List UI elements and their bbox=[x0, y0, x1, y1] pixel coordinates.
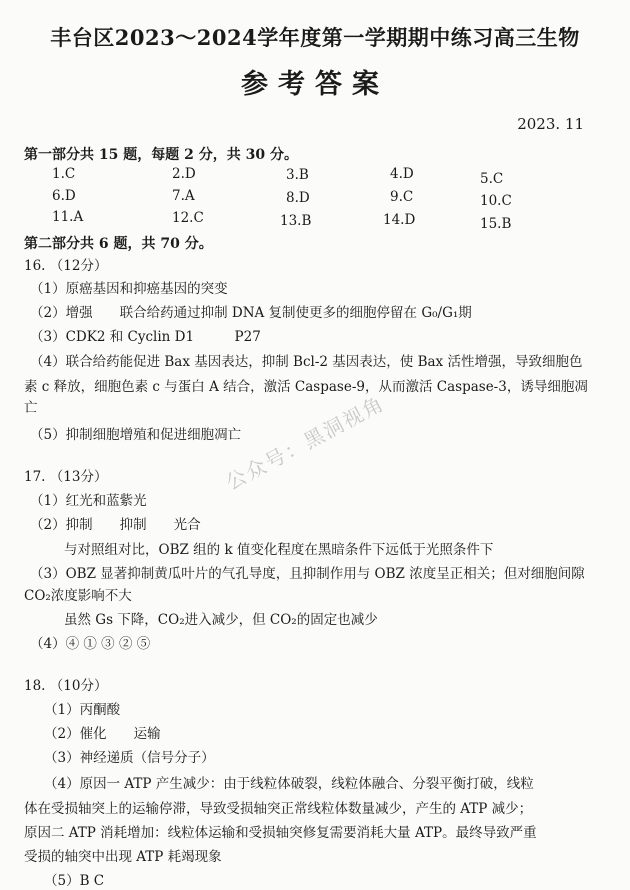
q17-line: （3）OBZ 显著抑制黄瓜叶片的气孔导度，且抑制作用与 OBZ 浓度呈正相关；但对细胞间隙 bbox=[30, 566, 585, 582]
answer-item: 11.A bbox=[52, 209, 84, 225]
part1-heading: 第一部分共 15 题，每题 2 分，共 30 分。 bbox=[24, 147, 298, 163]
q18-line: 原因二 ATP 消耗增加：线粒体运输和受损轴突修复需要消耗大量 ATP。最终导致严重 bbox=[24, 825, 537, 841]
q17-line: 与对照组对比，OBZ 组的 k 值变化程度在黑暗条件下远低于光照条件下 bbox=[64, 542, 494, 558]
q16-line: 亡 bbox=[24, 400, 38, 416]
answer-item: 15.B bbox=[480, 216, 512, 232]
answer-item: 4.D bbox=[390, 166, 414, 182]
document-subtitle: 参考答案 bbox=[241, 69, 389, 100]
q17-line: CO₂浓度影响不大 bbox=[24, 588, 132, 604]
q16-line: （4）联合给药能促进 Bax 基因表达，抑制 Bcl-2 基因表达，使 Bax 活性增强，导致细胞色 bbox=[30, 354, 583, 370]
q16-title: 16. （12分） bbox=[24, 258, 108, 274]
answer-item: 2.D bbox=[172, 166, 196, 182]
document-date: 2023. 11 bbox=[517, 115, 584, 133]
q18-line: （1）丙酮酸 bbox=[44, 702, 121, 718]
q18-line: 受损的轴突中出现 ATP 耗竭现象 bbox=[24, 849, 222, 865]
q17-line: 虽然 Gs 下降，CO₂进入减少，但 CO₂的固定也减少 bbox=[64, 612, 378, 628]
q16-line: （1）原癌基因和抑癌基因的突变 bbox=[30, 281, 228, 297]
document-title: 丰台区2023～2024学年度第一学期期中练习高三生物 bbox=[50, 25, 580, 50]
q17-line: （1）红光和蓝紫光 bbox=[30, 493, 147, 509]
q16-line: 素 c 释放，细胞色素 c 与蛋白 A 结合，激活 Caspase-9，从而激活 Caspase-3，诱导细胞凋 bbox=[24, 379, 588, 395]
answer-item: 14.D bbox=[383, 212, 416, 228]
q18-line: 体在受损轴突上的运输停滞，导致受损轴突正常线粒体数量减少，产生的 ATP 减少； bbox=[24, 801, 533, 817]
q18-line: （3）神经递质（信号分子） bbox=[44, 750, 215, 766]
q16-line: （2）增强 联合给药通过抑制 DNA 复制使更多的细胞停留在 G₀/G₁期 bbox=[30, 305, 472, 321]
answer-item: 13.B bbox=[280, 213, 312, 229]
watermark: 公众号：黑洞视角 bbox=[221, 390, 389, 495]
q16-line: （5）抑制细胞增殖和促进细胞凋亡 bbox=[30, 427, 242, 443]
q16-line: （3）CDK2 和 Cyclin D1 P27 bbox=[30, 329, 261, 345]
answer-item: 12.C bbox=[172, 210, 204, 226]
answer-item: 5.C bbox=[480, 171, 504, 187]
q18-title: 18. （10分） bbox=[24, 678, 108, 694]
answer-item: 6.D bbox=[52, 188, 76, 204]
answer-item: 8.D bbox=[286, 190, 310, 206]
q17-title: 17. （13分） bbox=[24, 469, 108, 485]
part2-heading: 第二部分共 6 题，共 70 分。 bbox=[24, 236, 213, 252]
q17-line: （4）④ ① ③ ② ⑤ bbox=[30, 636, 151, 652]
answer-item: 3.B bbox=[286, 167, 309, 183]
q18-line: （4）原因一 ATP 产生减少：由于线粒体破裂，线粒体融合、分裂平衡打破，线粒 bbox=[44, 776, 534, 792]
q17-line: （2）抑制 抑制 光合 bbox=[30, 517, 201, 533]
answer-item: 7.A bbox=[172, 188, 195, 204]
answer-item: 1.C bbox=[52, 166, 76, 182]
q18-line: （2）催化 运输 bbox=[44, 726, 161, 742]
q18-line: （5）B C bbox=[44, 873, 105, 889]
answer-item: 10.C bbox=[480, 193, 512, 209]
answer-item: 9.C bbox=[390, 189, 414, 205]
